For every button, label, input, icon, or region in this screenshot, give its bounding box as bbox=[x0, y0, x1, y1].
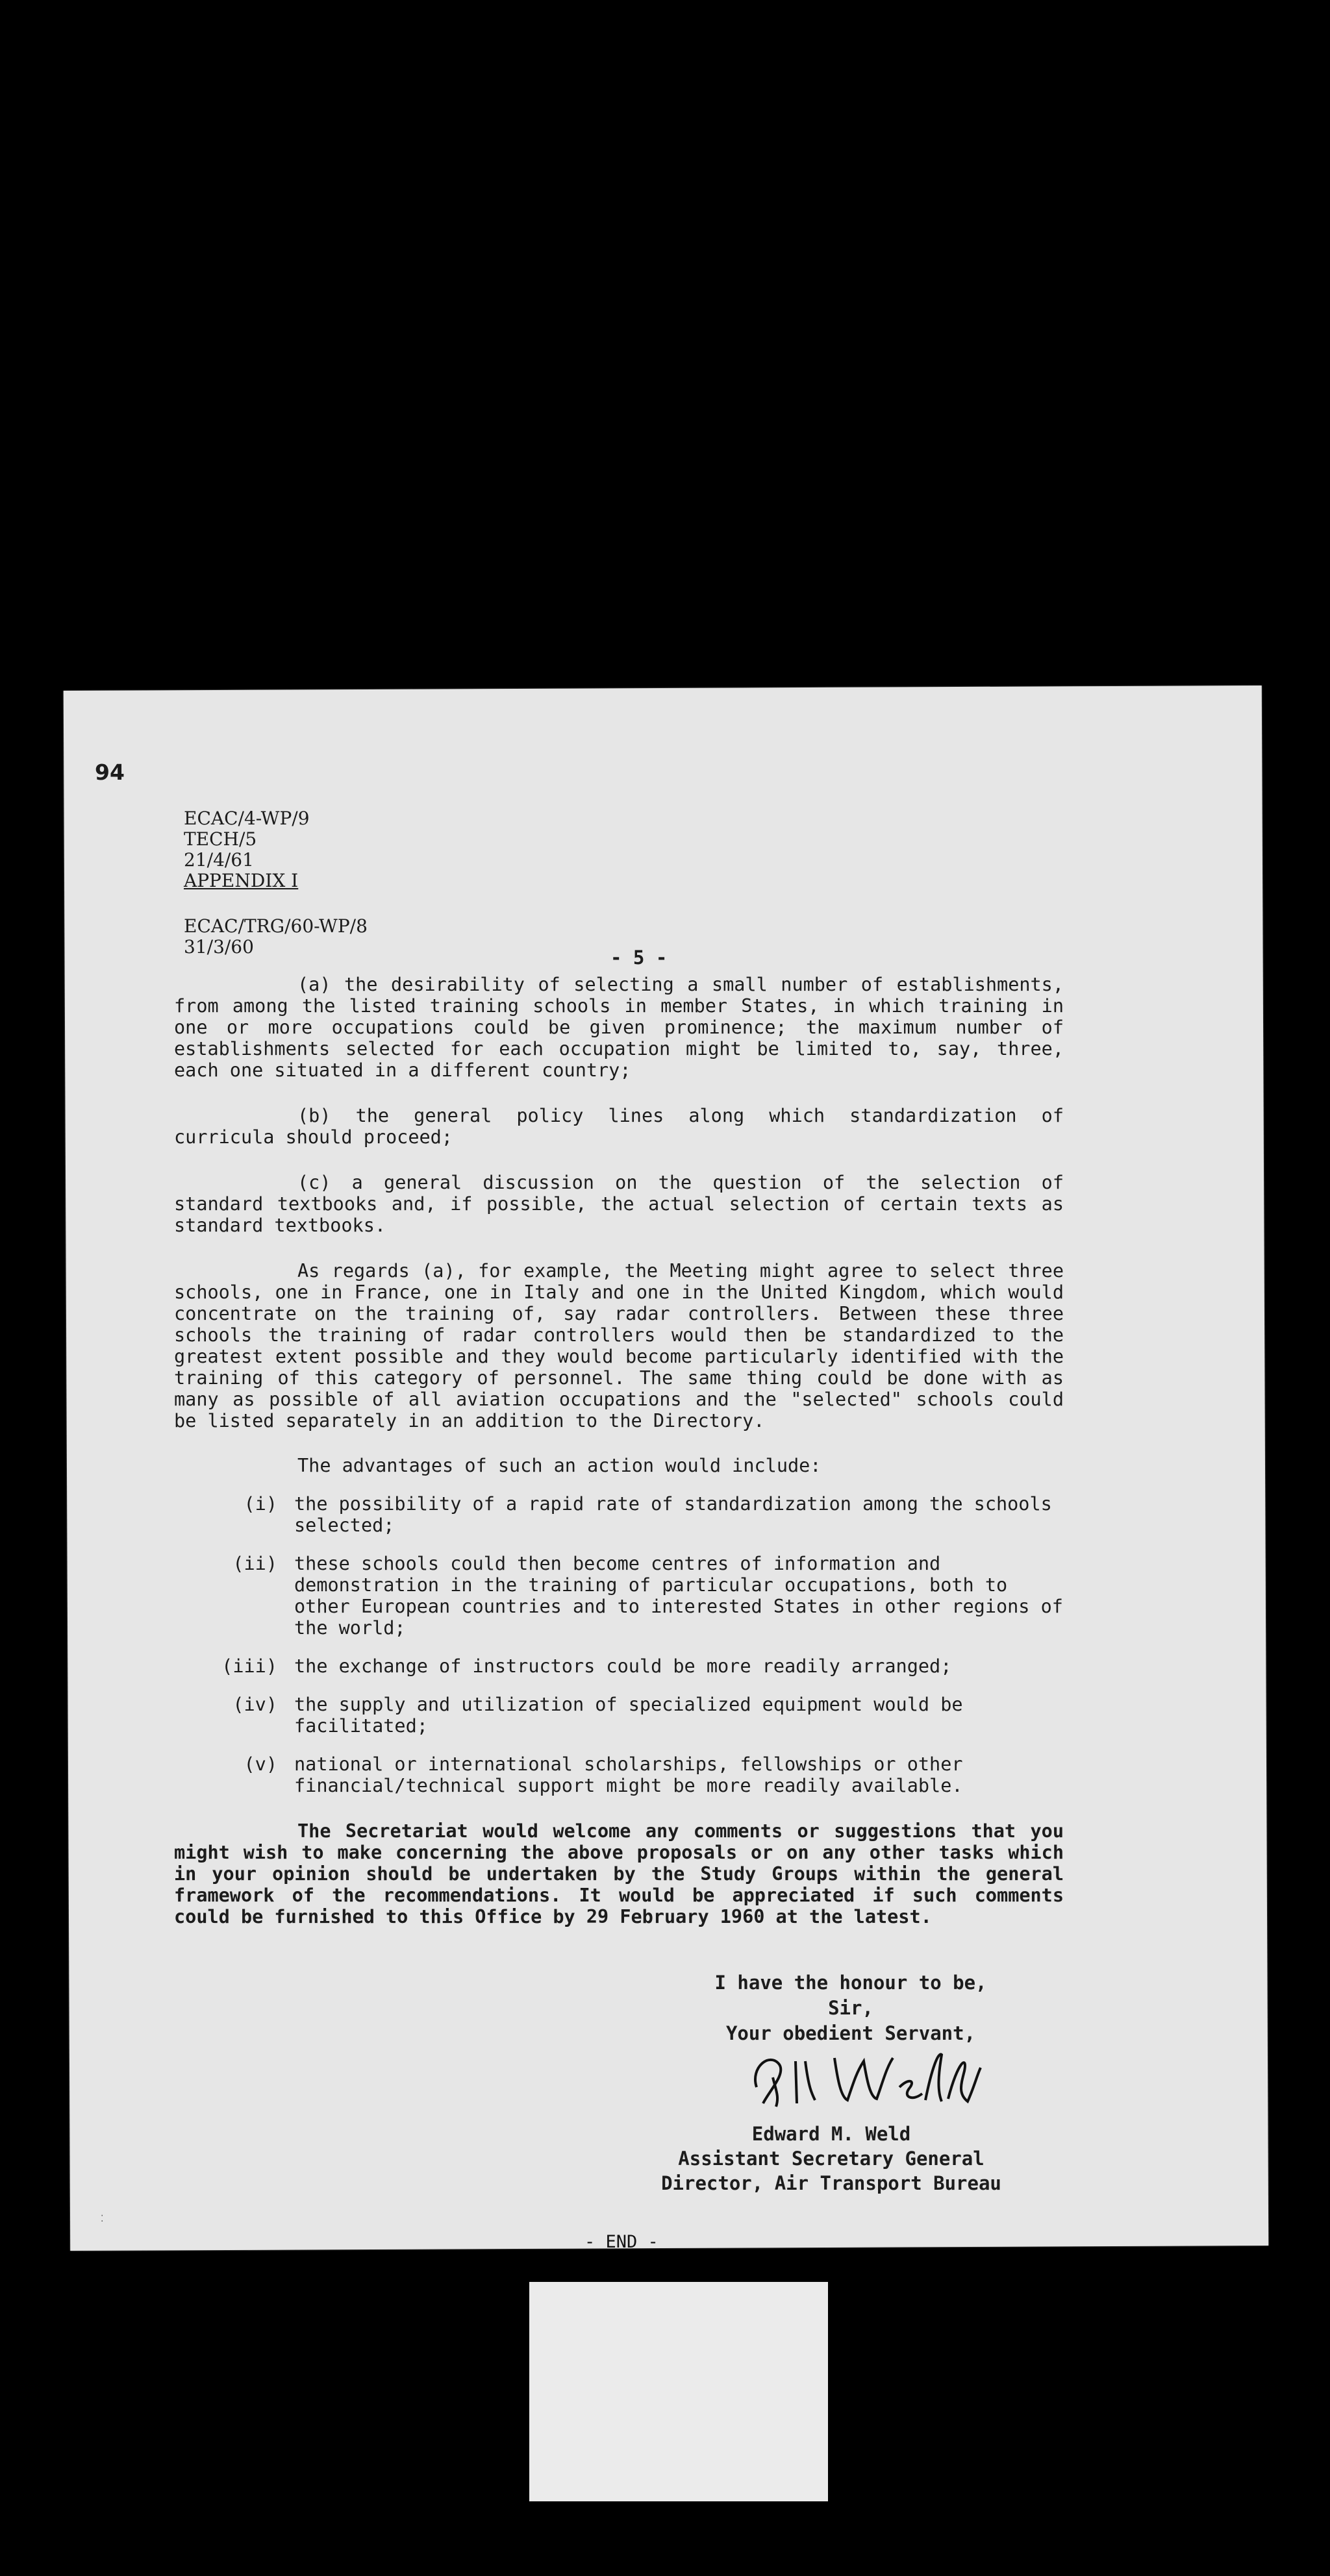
reference-block bbox=[184, 808, 368, 958]
signatory-title: Assistant Secretary General bbox=[678, 2148, 985, 2170]
advantage-number: (v) bbox=[244, 1753, 277, 1775]
reference-line: 31/3/60 bbox=[184, 936, 254, 958]
signatory-block bbox=[643, 2122, 1020, 2196]
signatory-title: Director, Air Transport Bureau bbox=[661, 2172, 1001, 2194]
signatory-name: Edward M. Weld bbox=[751, 2123, 911, 2145]
page-marker: - 5 - bbox=[610, 947, 668, 969]
paragraph-a: (a) the desirability of selecting a small number of establishments, from among the listed training schools in member States, in which training in one or more occupations could be given prominence; the maximum number of establishments selected for each occupation might be limited to, say, three, each one situated in a different country; bbox=[174, 974, 1064, 1081]
scan-speck: ⁚ bbox=[101, 2214, 104, 2224]
letter-body bbox=[174, 974, 1064, 1927]
advantage-text: the possibility of a rapid rate of standardization among the schools selected; bbox=[294, 1493, 1052, 1536]
advantage-text: the exchange of instructors could be more readily arranged; bbox=[294, 1655, 952, 1677]
reference-line: TECH/5 bbox=[184, 828, 257, 850]
reference-line: ECAC/TRG/60-WP/8 bbox=[184, 915, 368, 937]
advantage-text: these schools could then become centres of information and demonstration in the training of particular occupations, both to other European countries and to interested States in other regions of the world; bbox=[294, 1553, 1063, 1639]
reference-line: 21/4/61 bbox=[184, 849, 254, 871]
advantage-item bbox=[174, 1553, 1064, 1639]
page-number: 94 bbox=[95, 760, 125, 785]
closing-line: Sir, bbox=[828, 1997, 873, 2019]
advantages-intro: The advantages of such an action would include: bbox=[297, 1455, 822, 1476]
advantage-item bbox=[174, 1694, 1064, 1737]
paragraph-b: (b) the general policy lines along which standardization of curricula should proceed; bbox=[174, 1105, 1064, 1148]
advantage-item bbox=[174, 1753, 1064, 1796]
advantage-text: the supply and utilization of specialized equipment would be facilitated; bbox=[294, 1694, 963, 1737]
end-marker: - END - bbox=[584, 2232, 659, 2252]
blank-card bbox=[529, 2282, 828, 2501]
handwritten-signature bbox=[744, 2042, 984, 2113]
advantage-number: (i) bbox=[244, 1493, 277, 1515]
appendix-label: APPENDIX I bbox=[184, 870, 299, 891]
advantage-item bbox=[174, 1493, 1064, 1536]
closing-line: I have the honour to be, bbox=[714, 1972, 987, 1994]
advantage-number: (ii) bbox=[232, 1553, 277, 1574]
reference-line: ECAC/4-WP/9 bbox=[184, 808, 310, 829]
advantage-number: (iii) bbox=[221, 1655, 277, 1677]
advantage-item bbox=[174, 1655, 1064, 1677]
paragraph-secretariat: The Secretariat would welcome any comments or suggestions that you might wish to make concerning the above proposals or on any other tasks which in your opinion should be undertaken by the Study Groups within the general framework of the recommendations. It would be appreciated if such comments could be furnished to this Office by 29 February 1960 at the latest. bbox=[174, 1820, 1064, 1927]
paragraph-c: (c) a general discussion on the question of the selection of standard textbooks and, if possible, the actual selection of certain texts as standard textbooks. bbox=[174, 1172, 1064, 1236]
advantage-text: national or international scholarships, fellowships or other financial/technical support might be more readily available. bbox=[294, 1753, 963, 1796]
paragraph-regards: As regards (a), for example, the Meeting might agree to select three schools, one in France, one in Italy and one in the United Kingdom, which would concentrate on the training of, say radar controllers. Between these three schools the training of radar controllers would then be standardized to the greatest extent possible and they would become particularly identified with the training of this category of personnel. The same thing could be done with as many as possible of all aviation occupations and the "selected" schools could be listed separately in an addition to the Directory. bbox=[174, 1260, 1064, 1431]
advantage-number: (iv) bbox=[232, 1694, 277, 1715]
closing-line: Your obedient Servant, bbox=[725, 2022, 976, 2044]
closing-block bbox=[669, 1970, 1033, 2046]
